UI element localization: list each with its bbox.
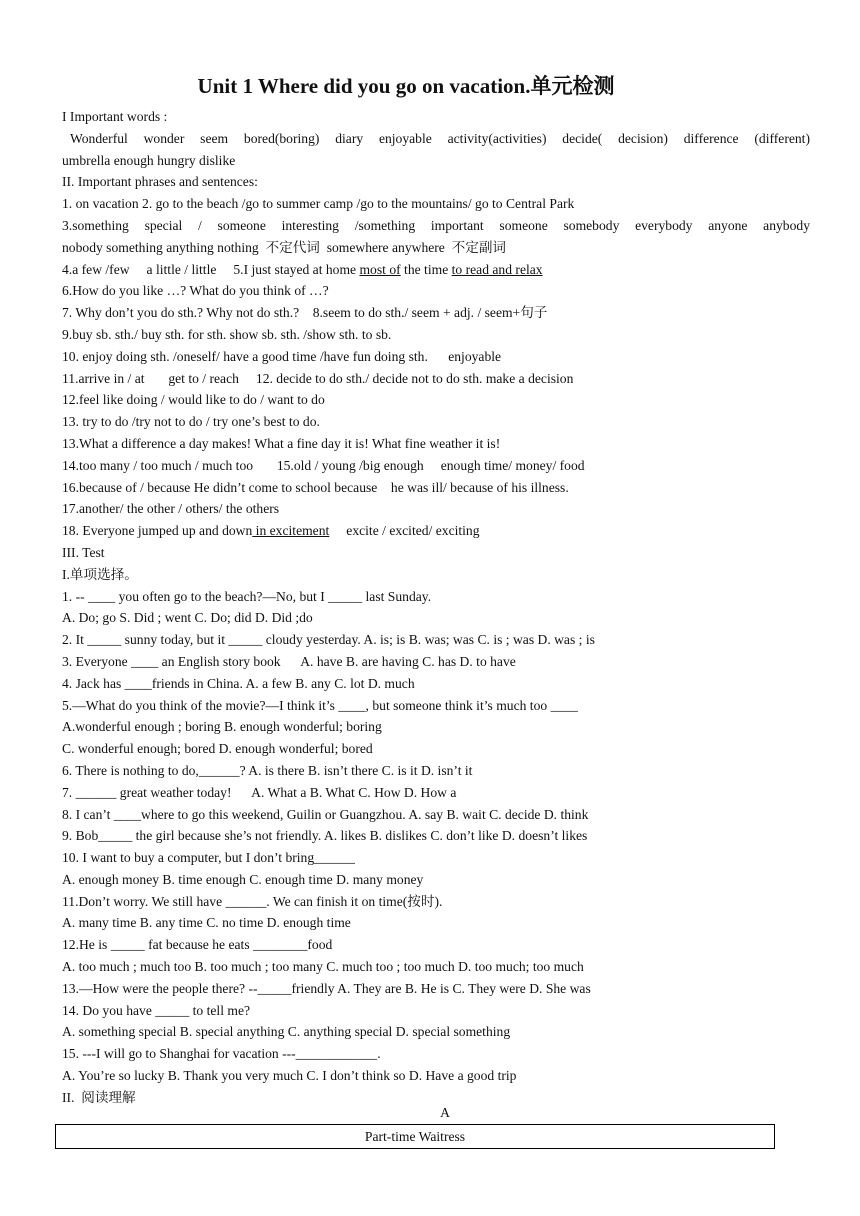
underlined-phrase: to read and relax xyxy=(451,261,543,277)
text-line: II. 阅读理解 xyxy=(62,1089,136,1105)
text-line: 13.What a difference a day makes! What a fine day it is! What fine weather it is! xyxy=(62,435,501,451)
text-line: 5.—What do you think of the movie?—I think it’s ____, but someone think it’s much too ____ xyxy=(62,697,578,713)
text-line: 7. ______ great weather today! A. What a B. What C. How D. How a xyxy=(62,784,457,800)
part-time-waitress-box: Part-time Waitress xyxy=(55,1124,775,1149)
text-line: 13.—How were the people there? --_____friendly A. They are B. He is C. They were D. She was xyxy=(62,980,591,996)
text-line xyxy=(62,259,810,281)
text-line: 10. enjoy doing sth. /oneself/ have a good time /have fun doing sth. enjoyable xyxy=(62,348,502,364)
text-line: A. many time B. any time C. no time D. enough time xyxy=(62,915,351,931)
text-line: 11.arrive in / at get to / reach 12. decide to do sth./ decide not to do sth. make a decision xyxy=(62,370,574,386)
document-title: Unit 1 Where did you go on vacation.单元检测 xyxy=(197,74,615,98)
text-line: 3.something special / someone interesting /something important someone somebody everybody anyone anybody xyxy=(62,217,810,233)
text-line: I.单项选择。 xyxy=(62,566,138,582)
text-line: 3. Everyone ____ an English story book A. have B. are having C. has D. to have xyxy=(62,653,516,669)
text-line: 12.feel like doing / would like to do / want to do xyxy=(62,392,325,408)
text-line: C. wonderful enough; bored D. enough wonderful; bored xyxy=(62,741,373,757)
worksheet-body xyxy=(62,106,810,1109)
text-line: A. Do; go S. Did ; went C. Do; did D. Did ;do xyxy=(62,610,313,626)
text-line: 9. Bob_____ the girl because she’s not friendly. A. likes B. dislikes C. don’t like D. doesn’t likes xyxy=(62,828,588,844)
text-line: 4. Jack has ____friends in China. A. a few B. any C. lot D. much xyxy=(62,675,415,691)
text-line: 16.because of / because He didn’t come to school because he was ill/ because of his illness. xyxy=(62,479,569,495)
text-line: A. something special B. special anything C. anything special D. special something xyxy=(62,1024,511,1040)
text-line: II. Important phrases and sentences: xyxy=(62,174,258,190)
underlined-phrase: in excitement xyxy=(252,523,330,539)
text-line: 17.another/ the other / others/ the others xyxy=(62,501,280,517)
text-line: 14. Do you have _____ to tell me? xyxy=(62,1002,251,1018)
text-line: A.wonderful enough ; boring B. enough wonderful; boring xyxy=(62,719,382,735)
text-line: A. too much ; much too B. too much ; too many C. much too ; too much D. too much; too much xyxy=(62,959,584,975)
text-line: 10. I want to buy a computer, but I don’t bring______ xyxy=(62,850,355,866)
text-line: Wonderful wonder seem bored(boring) diary enjoyable activity(activities) decide( decision) difference (different) xyxy=(70,130,810,146)
text-line: 11.Don’t worry. We still have ______. We can finish it on time(按时). xyxy=(62,893,443,909)
text-line: nobody something anything nothing 不定代词 somewhere anywhere 不定副词 xyxy=(62,239,506,255)
text-line: 15. ---I will go to Shanghai for vacation ---____________. xyxy=(62,1046,381,1062)
text-line: umbrella enough hungry dislike xyxy=(62,152,236,168)
text-line: 13. try to do /try not to do / try one’s best to do. xyxy=(62,414,320,430)
section-a-heading: A xyxy=(440,1105,450,1120)
text-line: A. enough money B. time enough C. enough time D. many money xyxy=(62,871,424,887)
text-line: 6. There is nothing to do,______? A. is there B. isn’t there C. is it D. isn’t it xyxy=(62,762,473,778)
text-line xyxy=(62,520,810,542)
text-line: 7. Why don’t you do sth.? Why not do sth.? 8.seem to do sth./ seem + adj. / seem+句子 xyxy=(62,305,548,321)
text-line: 1. -- ____ you often go to the beach?—No, but I _____ last Sunday. xyxy=(62,588,432,604)
text-span: excite / excited/ exciting xyxy=(329,523,480,539)
text-span: 18. Everyone jumped up and down xyxy=(62,523,253,539)
text-line: 2. It _____ sunny today, but it _____ cloudy yesterday. A. is; is B. was; was C. is ; was D. was ; is xyxy=(62,632,595,648)
text-line: 9.buy sb. sth./ buy sth. for sth. show sb. sth. /show sth. to sb. xyxy=(62,326,392,342)
text-line: 8. I can’t ____where to go this weekend, Guilin or Guangzhou. A. say B. wait C. decide D. think xyxy=(62,806,589,822)
text-line: III. Test xyxy=(62,544,105,560)
text-line: 6.How do you like …? What do you think of …? xyxy=(62,283,329,299)
text-line: 12.He is _____ fat because he eats ________food xyxy=(62,937,333,953)
text-line: 14.too many / too much / much too 15.old / young /big enough enough time/ money/ food xyxy=(62,457,585,473)
underlined-phrase: most of xyxy=(359,261,401,277)
text-line: A. You’re so lucky B. Thank you very much C. I don’t think so D. Have a good trip xyxy=(62,1068,517,1084)
text-span: the time xyxy=(400,261,452,277)
text-line: I Important words : xyxy=(62,109,168,124)
text-span: 4.a few /few a little / little 5.I just stayed at home xyxy=(62,261,360,277)
text-line: 1. on vacation 2. go to the beach /go to summer camp /go to the mountains/ go to Central Park xyxy=(62,196,575,212)
